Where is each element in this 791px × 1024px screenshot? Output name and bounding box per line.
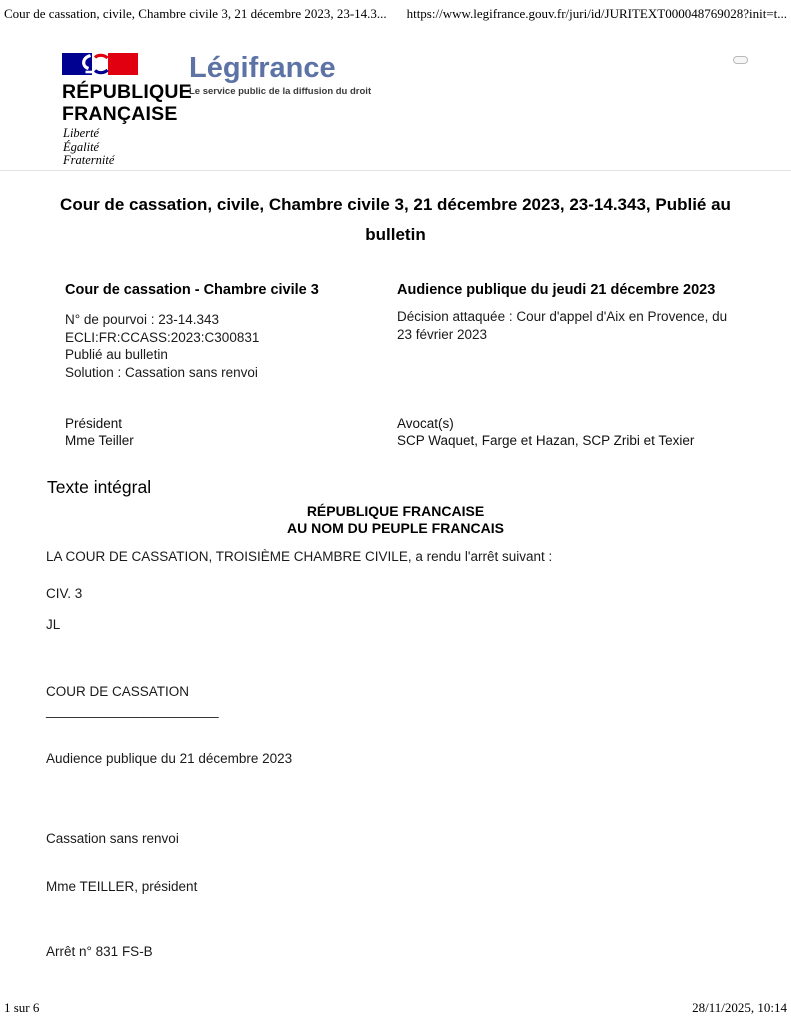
republique-centered-heading	[0, 503, 791, 537]
paragraph-jl: JL	[46, 617, 61, 632]
decision-attaquee: Décision attaquée : Cour d'appel d'Aix en Provence, du 23 février 2023	[397, 309, 728, 342]
republique-motto	[63, 127, 114, 168]
collapsed-button-artifact-icon	[733, 56, 748, 64]
paragraph-arret-number: Arrêt n° 831 FS-B	[46, 944, 153, 959]
paragraph-president-teiller: Mme TEILLER, président	[46, 879, 198, 894]
paragraph-separator-line: _______________________	[46, 703, 219, 718]
french-flag-marianne-icon	[62, 53, 138, 75]
decision-body	[46, 548, 745, 960]
legifrance-tagline: Le service public de la diffusion du droit	[189, 86, 372, 97]
president-block	[65, 416, 397, 449]
header-divider	[0, 170, 791, 171]
page-title: Cour de cassation, civile, Chambre civile 3, 21 décembre 2023, 23-14.343, Publié au bulletin	[60, 195, 731, 244]
publication-status: Publié au bulletin	[65, 347, 168, 362]
motto-fraternite: Fraternité	[63, 153, 115, 167]
metadata-left-column	[65, 281, 397, 381]
people-row	[65, 416, 744, 449]
print-footer-page-number: 1 sur 6	[4, 1000, 40, 1015]
decision-metadata	[65, 281, 744, 381]
centered-heading-line1: RÉPUBLIQUE FRANCAISE	[306, 503, 485, 519]
paragraph-cour-de-cassation: COUR DE CASSATION	[46, 684, 190, 699]
paragraph-civ3: CIV. 3	[46, 586, 83, 601]
rf-name-line2: FRANÇAISE	[62, 103, 178, 125]
solution: Solution : Cassation sans renvoi	[65, 364, 258, 380]
avocats-block	[397, 416, 744, 449]
republique-francaise-wordmark	[62, 81, 192, 125]
ecli-identifier: ECLI:FR:CCASS:2023:C300831	[65, 329, 260, 345]
audience-heading: Audience publique du jeudi 21 décembre 2023	[397, 282, 716, 298]
print-footer-datetime: 28/11/2025, 10:14	[692, 1000, 787, 1015]
legifrance-wordmark: Légifrance	[189, 52, 336, 84]
paragraph-arret-intro: LA COUR DE CASSATION, TROISIÈME CHAMBRE CIVILE, a rendu l'arrêt suivant :	[46, 549, 553, 564]
centered-heading-line2: AU NOM DU PEUPLE FRANCAIS	[286, 520, 504, 536]
president-name: Mme Teiller	[65, 432, 134, 448]
paragraph-cassation-sans-renvoi: Cassation sans renvoi	[46, 831, 179, 846]
metadata-right-column	[397, 281, 744, 381]
print-header-title: Cour de cassation, civile, Chambre civile 3, 21 décembre 2023, 23-14.3...	[4, 6, 387, 21]
chamber-heading: Cour de cassation - Chambre civile 3	[65, 282, 319, 298]
pourvoi-number: N° de pourvoi : 23-14.343	[65, 312, 219, 327]
motto-egalite: Égalité	[63, 139, 100, 154]
rf-name-line1: RÉPUBLIQUE	[62, 81, 192, 103]
print-header-url: https://www.legifrance.gouv.fr/juri/id/JURITEXT000048769028?init=t...	[406, 6, 787, 21]
texte-integral-heading: Texte intégral	[47, 477, 152, 497]
paragraph-audience-date: Audience publique du 21 décembre 2023	[46, 751, 293, 766]
motto-liberte: Liberté	[63, 126, 100, 140]
legifrance-logo	[189, 52, 371, 97]
president-label: Président	[65, 416, 123, 431]
avocats-label: Avocat(s)	[397, 416, 454, 431]
republique-francaise-logo	[62, 53, 138, 75]
avocats-names: SCP Waquet, Farge et Hazan, SCP Zribi et Texier	[397, 432, 695, 448]
